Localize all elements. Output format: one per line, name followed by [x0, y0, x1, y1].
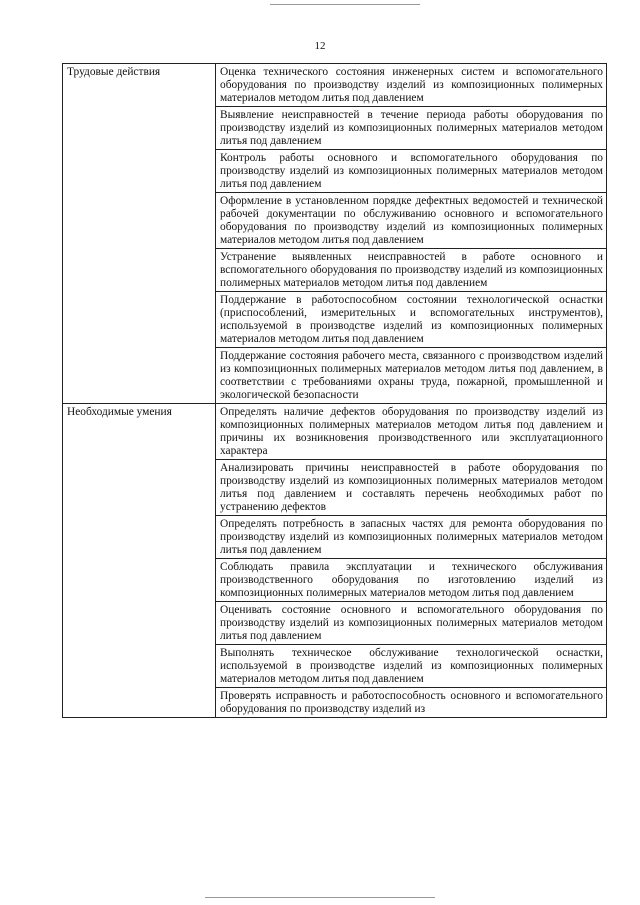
table-cell: Поддержание состояния рабочего места, связанного с производством изделий из композиционных полимерных материалов методом литья под давлением, в соответствии с требованиями охраны труда, пожарной, промышленной и экологической безопасности: [216, 348, 607, 404]
top-edge-rule: [270, 4, 420, 5]
section-label-labor-actions: Трудовые действия: [63, 64, 216, 404]
table-cell: Оценивать состояние основного и вспомогательного оборудования по производству изделий из композиционных полимерных материалов методом литья под давлением: [216, 602, 607, 645]
table-cell: Поддержание в работоспособном состоянии технологической оснастки (приспособлений, измерительных и вспомогательных инструментов), используемой в производстве изделий из композиционных полимерных материалов методом литья под давлением: [216, 292, 607, 348]
table-cell: Оценка технического состояния инженерных систем и вспомогательного оборудования по производству изделий из композиционных полимерных материалов методом литья под давлением: [216, 64, 607, 107]
table-row: [63, 404, 607, 460]
table-cell: Выполнять техническое обслуживание технологической оснастки, используемой в производстве изделий из композиционных полимерных материалов методом литья под давлением: [216, 645, 607, 688]
section-label-required-skills: Необходимые умения: [63, 404, 216, 718]
table-cell: Анализировать причины неисправностей в работе оборудования по производству изделий из композиционных полимерных материалов методом литья под давлением и составлять перечень необходимых работ по устранению дефектов: [216, 460, 607, 516]
table-cell: Контроль работы основного и вспомогательного оборудования по производству изделий из композиционных полимерных материалов методом литья под давлением: [216, 150, 607, 193]
page-number: 12: [314, 40, 326, 52]
table-cell: Определять потребность в запасных частях для ремонта оборудования по производству изделий из композиционных полимерных материалов методом литья под давлением: [216, 516, 607, 559]
table-cell: Устранение выявленных неисправностей в работе основного и вспомогательного оборудования по производству изделий из композиционных полимерных материалов методом литья под давлением: [216, 249, 607, 292]
qualification-table: [62, 63, 607, 718]
table-cell: Оформление в установленном порядке дефектных ведомостей и технической рабочей документации по обслуживанию основного и вспомогательного оборудования по производству изделий из композиционных полимерных материалов методом литья под давлением: [216, 193, 607, 249]
table-row: [63, 64, 607, 107]
table-cell: Проверять исправность и работоспособность основного и вспомогательного оборудования по производству изделий из: [216, 688, 607, 718]
bottom-edge-rule: [205, 897, 435, 898]
table-cell: Соблюдать правила эксплуатации и технического обслуживания производственного оборудования по изготовлению изделий из композиционных полимерных материалов методом литья под давлением: [216, 559, 607, 602]
table-cell: Определять наличие дефектов оборудования по производству изделий из композиционных полимерных материалов методом литья под давлением и причины их возникновения производственного или эксплуатационного характера: [216, 404, 607, 460]
table-cell: Выявление неисправностей в течение периода работы оборудования по производству изделий из композиционных полимерных материалов методом литья под давлением: [216, 107, 607, 150]
